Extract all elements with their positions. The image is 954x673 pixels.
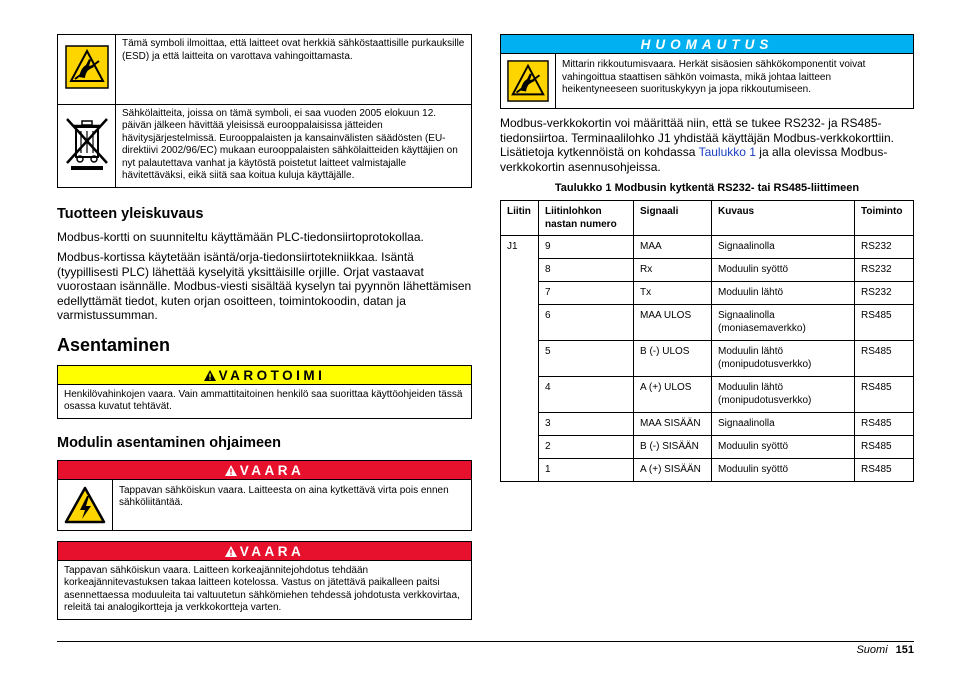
table-header-row xyxy=(501,201,914,236)
electrical-hazard-icon xyxy=(58,480,113,530)
table-row xyxy=(501,459,914,482)
table-cell: 9 xyxy=(539,236,634,259)
left-column xyxy=(57,34,472,620)
esd-warning-icon xyxy=(58,35,116,105)
install-heading: Asentaminen xyxy=(57,334,171,355)
connection-table xyxy=(500,200,914,482)
table-cell: 4 xyxy=(539,377,634,413)
column-header: Liitin xyxy=(501,201,539,236)
table-cell: B (-) ULOS xyxy=(634,341,712,377)
weee-crossed-bin-icon xyxy=(58,104,116,187)
overview-heading: Tuotteen yleiskuvaus xyxy=(57,205,204,222)
table-cell: 5 xyxy=(539,341,634,377)
notice-box xyxy=(500,34,914,109)
table-cell: Rx xyxy=(634,259,712,282)
danger-header-2 xyxy=(58,542,471,561)
table-cell: Signaalinolla (moniasemaverkko) xyxy=(712,305,855,341)
esd-warning-icon xyxy=(501,54,556,108)
table-cell: Moduulin syöttö xyxy=(712,459,855,482)
table-cell: RS485 xyxy=(855,305,914,341)
symbol-row-weee xyxy=(58,104,472,187)
table-row xyxy=(501,236,914,259)
right-column xyxy=(500,34,914,482)
warning-triangle-icon xyxy=(225,465,237,476)
table-cell: RS485 xyxy=(855,459,914,482)
danger-label: VAARA xyxy=(239,462,305,478)
table-cell: Moduulin lähtö (monipudotusverkko) xyxy=(712,377,855,413)
table-cell: Signaalinolla xyxy=(712,413,855,436)
table-row xyxy=(501,377,914,413)
page-number: 151 xyxy=(895,644,914,656)
table-row xyxy=(501,282,914,305)
caution-box xyxy=(57,365,472,419)
table-cell: RS232 xyxy=(855,282,914,305)
modbus-text-after: ja alla olevissa Modbus-verkkokortin asennusohjeissa. xyxy=(500,145,888,174)
danger-text-1: Tappavan sähköiskun vaara. Laitteesta on aina kytkettävä virta pois ennen sähköliitäntää. xyxy=(119,484,449,508)
table-cell: RS232 xyxy=(855,236,914,259)
table-cell: MAA SISÄÄN xyxy=(634,413,712,436)
caution-text: Henkilövahinkojen vaara. Vain ammattitaitoinen henkilö saa suorittaa käyttöohjeiden tässä osassa kuvatut tehtävät. xyxy=(64,388,463,412)
caution-header xyxy=(58,366,471,385)
table-row xyxy=(501,341,914,377)
table-cell: RS485 xyxy=(855,341,914,377)
symbol-table xyxy=(57,34,472,188)
table-cell: Tx xyxy=(634,282,712,305)
table-cell: A (+) SISÄÄN xyxy=(634,459,712,482)
table-cell: 1 xyxy=(539,459,634,482)
table-cell: B (-) SISÄÄN xyxy=(634,436,712,459)
danger-box-1 xyxy=(57,460,472,531)
column-header: Signaali xyxy=(634,201,712,236)
table-cell: 7 xyxy=(539,282,634,305)
footer-language: Suomi xyxy=(856,644,888,656)
page-footer xyxy=(856,644,914,656)
module-heading: Modulin asentaminen ohjaimeen xyxy=(57,434,281,451)
table-row xyxy=(501,436,914,459)
table-row xyxy=(501,305,914,341)
table-cell: MAA xyxy=(634,236,712,259)
table-cell: Moduulin syöttö xyxy=(712,436,855,459)
table-cell: RS232 xyxy=(855,259,914,282)
table-cell: 8 xyxy=(539,259,634,282)
column-header: Toiminto xyxy=(855,201,914,236)
notice-header: HUOMAUTUS xyxy=(501,35,913,54)
table-cell: Moduulin lähtö xyxy=(712,282,855,305)
danger-box-2 xyxy=(57,541,472,620)
table-caption: Taulukko 1 Modbusin kytkentä RS232- tai RS485-liittimeen xyxy=(554,182,860,194)
symbol-text: Sähkölaitteita, joissa on tämä symboli, ei saa vuoden 2005 elokuun 12. päivän jälkeen hävittää yleisissä eurooppalaisissa jätteiden hävitysjärjestelmissä. Eurooppalaisten ja kansainvälisten säädösten (EU-direktiivi 2002/96/EC) mukaan eurooppalaisten sähkölaitteiden käyttäjien on nyt palautettava vanhat ja käytöstä poistetut laitteet valmistajalle hävitettäväksi, eikä siitä saa koitua kuluja käyttäjälle. xyxy=(116,104,472,187)
caution-label: VAROTOIMI xyxy=(218,367,326,383)
table-cell: RS485 xyxy=(855,436,914,459)
symbol-text: Tämä symboli ilmoittaa, että laitteet ovat herkkiä sähköstaattisille purkauksille (ESD) ja että laitteita on varottava vahingoittamasta. xyxy=(116,35,472,105)
column-header: Kuvaus xyxy=(712,201,855,236)
danger-text-2: Tappavan sähköiskun vaara. Laitteen korkeajännitejohdotus tehdään korkeajännitevastuksen takaa laitteen kotelossa. Vastus on jätettävä paikalleen paitsi asennettaessa moduuleita tai valtuutetun sähkömiehen tehdessä johdotusta verkkovirtaa, releitä tai analogikortteja ja verkkokortteja varten. xyxy=(64,564,460,613)
table-row xyxy=(501,413,914,436)
danger-header-1 xyxy=(58,461,471,480)
table-cell: 2 xyxy=(539,436,634,459)
overview-paragraph-1: Modbus-kortti on suunniteltu käyttämään PLC-tiedonsiirtoprotokollaa. xyxy=(57,229,424,244)
table-cell: 6 xyxy=(539,305,634,341)
table-1-link[interactable]: Taulukko 1 xyxy=(698,145,756,159)
connector-cell: J1 xyxy=(501,236,539,482)
table-cell: 3 xyxy=(539,413,634,436)
table-cell: Signaalinolla xyxy=(712,236,855,259)
warning-triangle-icon xyxy=(204,370,216,381)
symbol-row-esd xyxy=(58,35,472,105)
modbus-paragraph xyxy=(500,116,914,174)
notice-text: Mittarin rikkoutumisvaara. Herkät sisäosien sähkökomponentit voivat vahingoittua staattisen sähkön voimasta, mikä johtaa laitteen heikentyneeseen suorituskykyyn ja jopa rikkoutumiseen. xyxy=(562,59,866,95)
danger-label: VAARA xyxy=(239,543,305,559)
modbus-text-before: Modbus-verkkokortin voi määrittää niin, että se tukee RS232- ja RS485-tiedonsiirtoa. Terminaalilohko J1 yhdistää käyttäjän Modbus-verkkokorttiin. Lisätietoja kytkennöistä on kohdassa xyxy=(500,116,894,159)
table-cell: RS485 xyxy=(855,377,914,413)
warning-triangle-icon xyxy=(225,546,237,557)
table-row xyxy=(501,259,914,282)
table-cell: RS485 xyxy=(855,413,914,436)
overview-paragraph-2: Modbus-kortissa käytetään isäntä/orja-tiedonsiirtotekniikkaa. Isäntä (tyypillisesti PLC) lähettää kyselyitä yksittäisille orjille. Orjat vastaavat vuorostaan isännälle. Modbus-viesti sisältää kyselyn tai pyynnön lähettämisen edellyttämät tiedot, kuten orjan osoitteen, toimintokoodin, datan ja varmistussumman. xyxy=(57,250,472,322)
table-cell: MAA ULOS xyxy=(634,305,712,341)
footer-rule xyxy=(57,641,914,642)
column-header: Liitinlohkon nastan numero xyxy=(539,201,634,236)
table-cell: Moduulin syöttö xyxy=(712,259,855,282)
table-cell: Moduulin lähtö (monipudotusverkko) xyxy=(712,341,855,377)
table-cell: A (+) ULOS xyxy=(634,377,712,413)
